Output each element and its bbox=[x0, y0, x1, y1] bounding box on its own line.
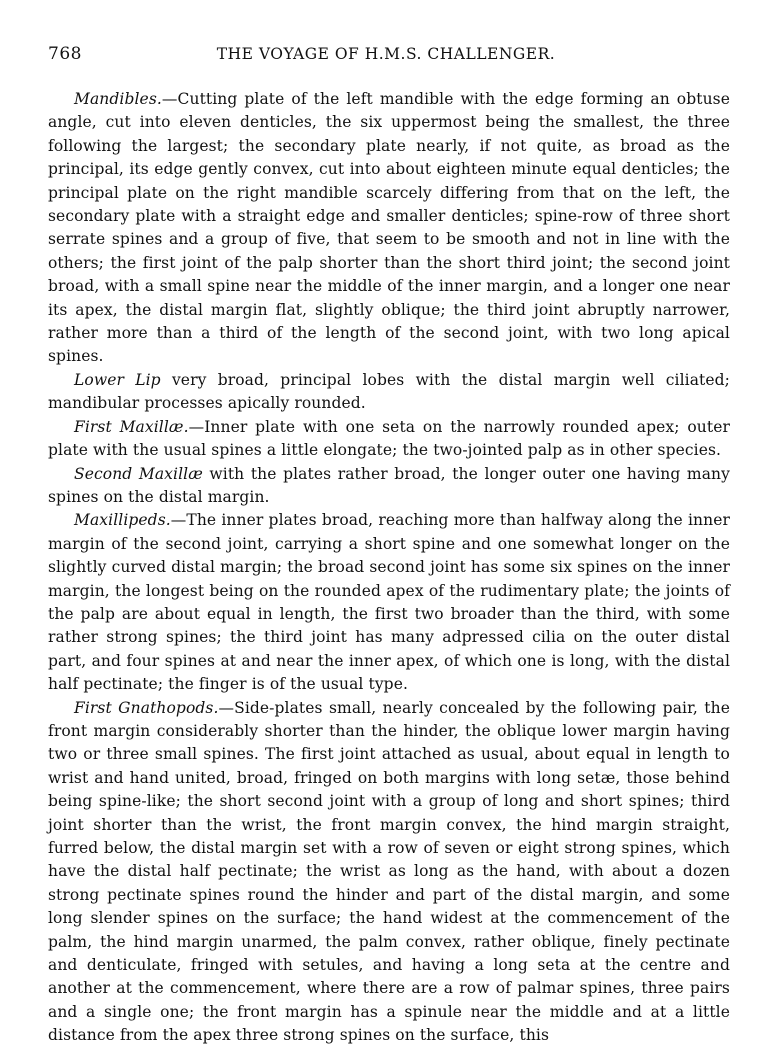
paragraph-first-maxillae bbox=[48, 416, 730, 463]
paragraph-lead: First Maxillæ. bbox=[74, 417, 189, 436]
paragraph-text: —Cutting plate of the left mandible with the edge forming an obtuse angle, cut into eleven denticles, the six uppermost being the smallest, the three following the largest; the secondary plate nearly, if not quite, as broad as the principal, its edge gently convex, cut into about eighteen minute equal denticles; the principal plate on the right mandible scarcely differing from that on the left, the secondary plate with a straight edge and smaller denticles; spine-row of three short serrate spines and a group of five, that seem to be smooth and not in line with the others; the first joint of the palp shorter than the short third joint; the second joint broad, with a small spine near the middle of the inner margin, and a longer one near its apex, the distal margin flat, slightly oblique; the third joint abruptly narrower, rather more than a third of the length of the second joint, with two long apical spines. bbox=[48, 90, 730, 366]
paragraph-maxillipeds bbox=[48, 509, 730, 696]
paragraph-text: with the plates rather broad, the longer outer one having many spines on the distal margin. bbox=[48, 464, 730, 506]
paragraph-lead: Mandibles. bbox=[74, 90, 162, 108]
paragraph-mandibles bbox=[48, 88, 730, 369]
paragraph-lead: Lower Lip bbox=[74, 370, 161, 389]
paragraph-text: —Side-plates small, nearly concealed by the following pair, the front margin considerably shorter than the hinder, the oblique lower margin having two or three small spines. The first joint attached as usual, about equal in length to wrist and hand united, broad, fringed on both margins with long setæ, those behind being spine-like; the short second joint with a group of long and short spines; third joint shorter than the wrist, the front margin convex, the hind margin straight, furred below, the distal margin set with a row of seven or eight strong spines, which have the distal half pectinate; the wrist as long as the hand, with about a dozen strong pectinate spines round the hinder and part of the distal margin, and some long slender spines on the surface; the hand widest at the commencement of the palm, the hind margin unarmed, the palm convex, rather oblique, finely pectinate and denticulate, fringed with setules, and having a long seta at the centre and another at the commencement, where there are a row of palmar spines, three pairs and a single one; the front margin has a spinule near the middle and at a little distance from the apex three strong spines on the surface, this bbox=[48, 698, 730, 1045]
paragraph-text: very broad, principal lobes with the distal margin well ciliated; mandibular processes apically rounded. bbox=[48, 370, 730, 413]
running-title: THE VOYAGE OF H.M.S. CHALLENGER. bbox=[216, 45, 556, 63]
paragraph-text: —Inner plate with one seta on the narrowly rounded apex; outer plate with the usual spines a little elongate; the two-jointed palp as in other species. bbox=[48, 417, 730, 460]
page-number: 768 bbox=[48, 44, 82, 64]
paragraph-lower-lip bbox=[48, 369, 730, 416]
paragraph-second-maxillae bbox=[48, 463, 730, 510]
paragraph-lead: Second Maxillæ bbox=[74, 464, 203, 483]
body-text bbox=[48, 88, 730, 1048]
paragraph-text: —The inner plates broad, reaching more than halfway along the inner margin of the second joint, carrying a short spine and one somewhat longer on the slightly curved distal margin; the broad second joint has some six spines on the inner margin, the longest being on the rounded apex of the rudimentary plate; the joints of the palp are about equal in length, the first two broader than the third, with some rather strong spines; the third joint has many adpressed cilia on the outer distal part, and four spines at and near the inner apex, of which one is long, with the distal half pectinate; the finger is of the usual type. bbox=[48, 511, 730, 694]
paragraph-lead: First Gnathopods. bbox=[74, 698, 219, 717]
paragraph-first-gnathopods bbox=[48, 697, 730, 1048]
paragraph-lead: Maxillipeds. bbox=[74, 511, 171, 530]
page-header bbox=[48, 44, 724, 70]
